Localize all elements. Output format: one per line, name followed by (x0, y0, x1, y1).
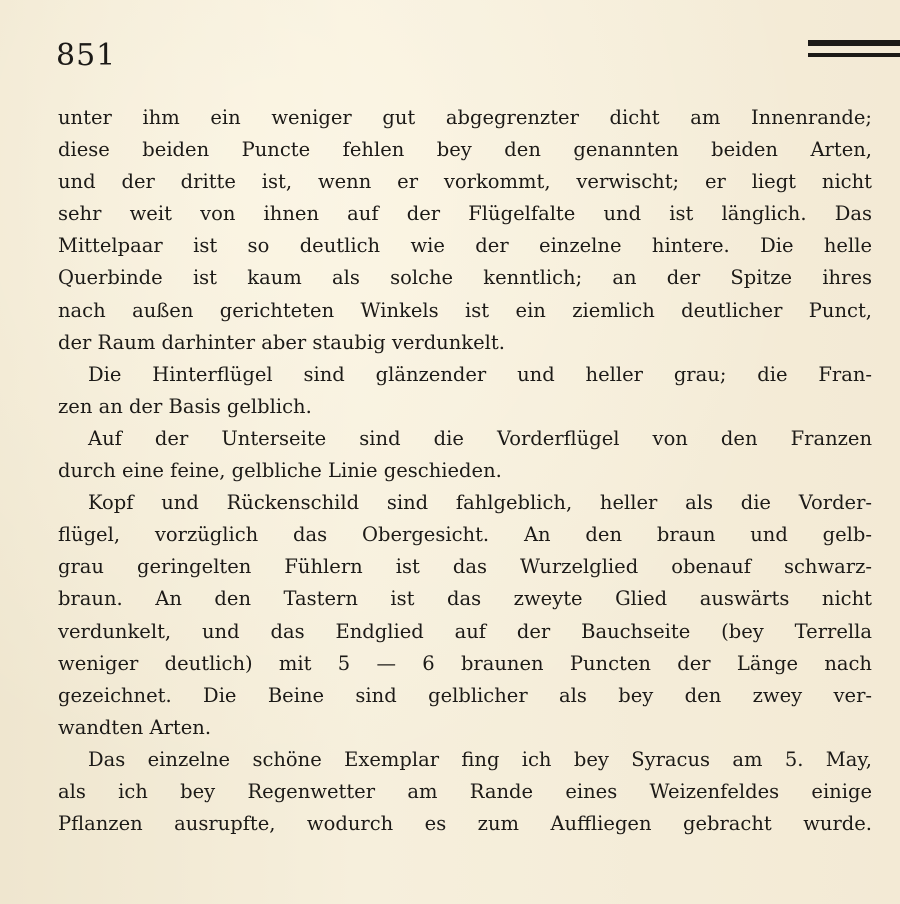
text-line: grau geringelten Fühlern ist das Wurzelglied obenauf schwarz- (58, 555, 872, 579)
text-line: weniger deutlich) mit 5 — 6 braunen Puncten der Länge nach (58, 651, 872, 675)
text-line: und der dritte ist, wenn er vorkommt, verwischt; er liegt nicht (58, 170, 872, 194)
body-text (58, 102, 872, 840)
text-line: sehr weit von ihnen auf der Flügelfalte und ist länglich. Das (58, 202, 872, 226)
text-line: zen an der Basis gelblich. (58, 394, 312, 418)
text-line: wandten Arten. (58, 715, 212, 739)
text-line: Die Hinterflügel sind glänzender und heller grau; die Fran- (88, 362, 872, 386)
text-line: gezeichnet. Die Beine sind gelblicher als bey den zwey ver- (58, 683, 872, 707)
page-number: 851 (56, 38, 117, 73)
text-line: unter ihm ein weniger gut abgegrenzter dicht am Innenrande; (58, 106, 872, 129)
text-line: diese beiden Puncte fehlen bey den genannten beiden Arten, (58, 138, 872, 162)
text-line: Das einzelne schöne Exemplar fing ich bey Syracus am 5. May, (88, 747, 872, 771)
text-line: verdunkelt, und das Endglied auf der Bauchseite (bey Terrella (58, 619, 872, 643)
text-line: durch eine feine, gelbliche Linie geschieden. (58, 459, 502, 483)
text-line: der Raum darhinter aber staubig verdunkelt. (58, 330, 505, 354)
text-line: Kopf und Rückenschild sind fahlgeblich, heller als die Vorder- (88, 491, 872, 515)
header-rule-thick (808, 40, 900, 46)
text-line: braun. An den Tastern ist das zweyte Glied auswärts nicht (58, 587, 872, 611)
text-line: Querbinde ist kaum als solche kenntlich; an der Spitze ihres (58, 266, 872, 290)
header-rule-thin (808, 53, 900, 57)
text-line: Mittelpaar ist so deutlich wie der einzelne hintere. Die helle (58, 234, 872, 258)
text-line: als ich bey Regenwetter am Rande eines Weizenfeldes einige (58, 779, 872, 803)
text-line: Pflanzen ausrupfte, wodurch es zum Auffliegen gebracht wurde. (58, 812, 872, 836)
text-line: Auf der Unterseite sind die Vorderflügel von den Franzen (88, 426, 872, 450)
text-line: flügel, vorzüglich das Obergesicht. An den braun und gelb- (58, 523, 872, 547)
text-line: nach außen gerichteten Winkels ist ein ziemlich deutlicher Punct, (58, 298, 872, 322)
